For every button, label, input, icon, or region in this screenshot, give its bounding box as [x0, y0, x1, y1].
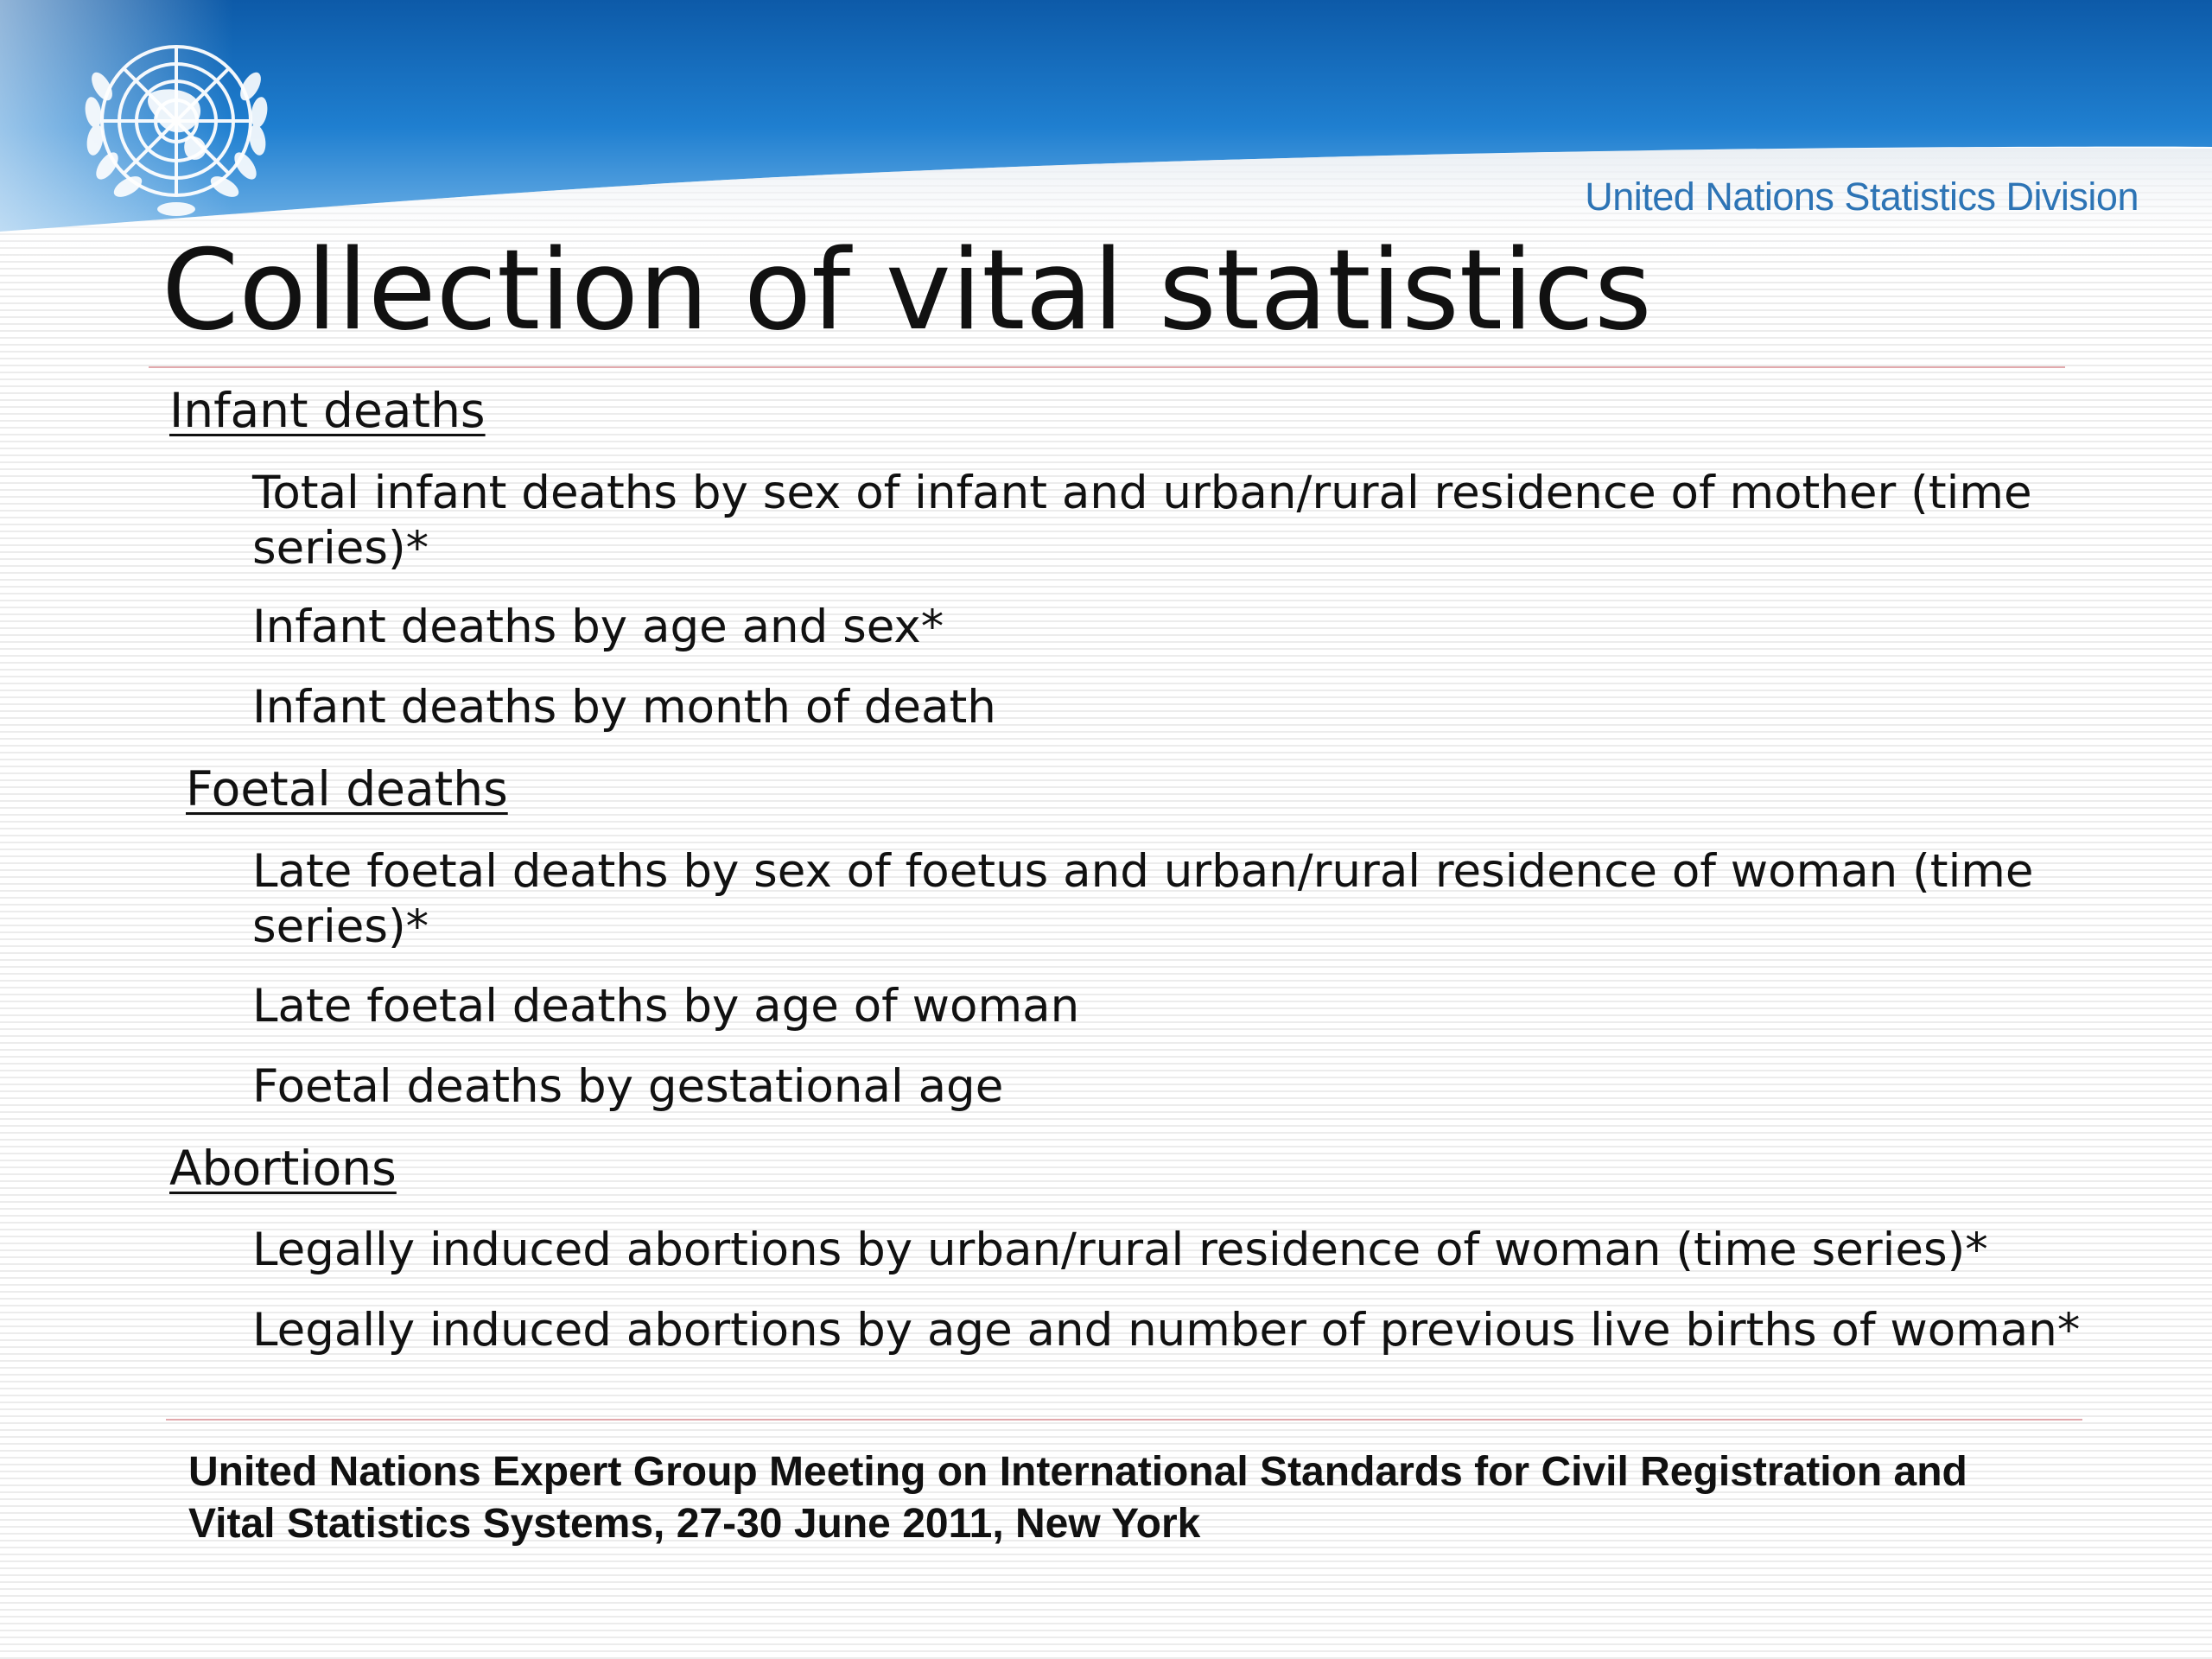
list-item: Late foetal deaths by age of woman: [252, 980, 1080, 1033]
footer-line-2: Vital Statistics Systems, 27-30 June 2011, New York: [188, 1501, 1201, 1547]
list-item: Legally induced abortions by age and number of previous live births of woman*: [252, 1304, 2081, 1357]
section-heading-infant-deaths: Infant deaths: [169, 383, 486, 438]
list-item: Legally induced abortions by urban/rural residence of woman (time series)*: [252, 1224, 1988, 1276]
footer-line-1: United Nations Expert Group Meeting on International Standards for Civil Registration and: [188, 1449, 1967, 1495]
list-item: Infant deaths by month of death: [252, 681, 996, 734]
list-item: Infant deaths by age and sex*: [252, 601, 944, 653]
slide-title: Collection of vital statistics: [162, 226, 1652, 355]
list-item: Total infant deaths by sex of infant and urban/rural residence of mother (time series)*: [252, 467, 2032, 575]
un-emblem-icon: [67, 26, 285, 225]
top-divider: [149, 366, 2065, 368]
footer-text: [188, 1446, 2124, 1550]
list-item: Late foetal deaths by sex of foetus and urban/rural residence of woman (time series)*: [252, 845, 2034, 953]
section-heading-foetal-deaths: Foetal deaths: [186, 761, 508, 817]
section-heading-abortions: Abortions: [169, 1141, 397, 1196]
header-banner: [0, 0, 2212, 259]
list-item: Foetal deaths by gestational age: [252, 1060, 1004, 1113]
division-name: United Nations Statistics Division: [1585, 175, 2139, 219]
bottom-divider: [166, 1419, 2082, 1421]
